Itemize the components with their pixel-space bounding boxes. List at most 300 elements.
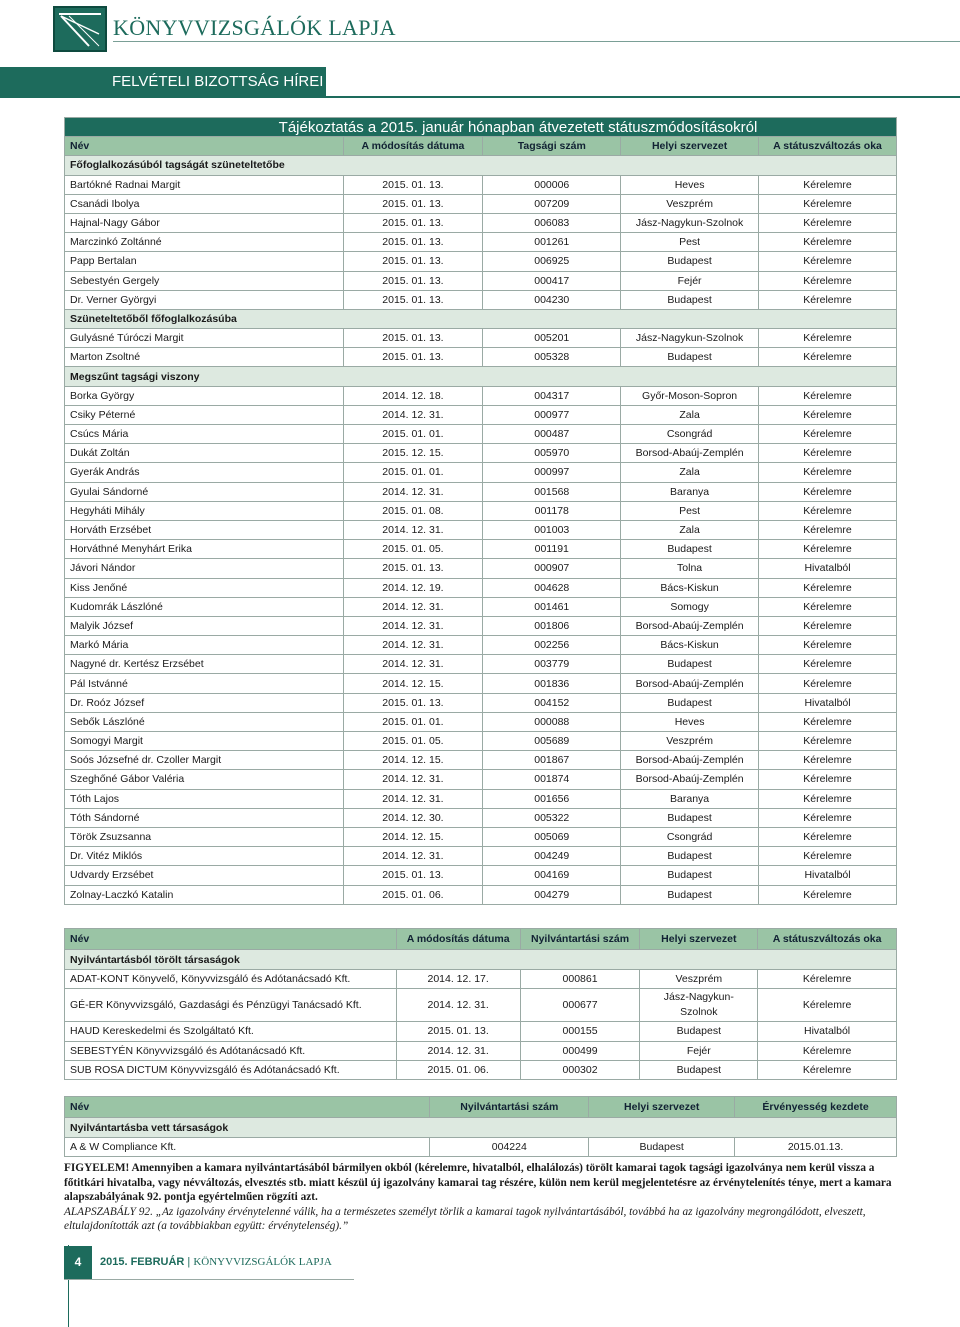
change-reason: Kérelemre [759,885,897,904]
membership-number: 001836 [483,674,621,693]
change-reason: Kérelemre [759,808,897,827]
change-reason: Kérelemre [759,271,897,290]
membership-number: 001806 [483,616,621,635]
change-date: 2015. 01. 13. [343,271,483,290]
change-date: 2014. 12. 17. [396,970,520,989]
change-reason: Kérelemre [759,386,897,405]
column-header: Helyi szervezet [621,137,759,156]
local-organization: Bács-Kiskun [621,636,759,655]
member-name: Soós Józsefné dr. Czoller Margit [65,751,344,770]
change-date: 2015. 01. 13. [343,194,483,213]
change-reason: Kérelemre [759,290,897,309]
local-organization: Borsod-Abaúj-Zemplén [621,616,759,635]
change-reason: Hivatalból [759,559,897,578]
footer-separator: | [187,1256,191,1268]
local-organization: Budapest [621,885,759,904]
membership-number: 001867 [483,751,621,770]
local-organization: Pest [621,233,759,252]
header-row [65,1097,897,1118]
membership-number: 005689 [483,732,621,751]
member-name: Szeghőné Gábor Valéria [65,770,344,789]
change-reason: Kérelemre [759,463,897,482]
group-header-row [65,950,897,970]
local-organization: Borsod-Abaúj-Zemplén [621,444,759,463]
change-date: 2014. 12. 31. [343,789,483,808]
change-date: 2014. 12. 15. [343,827,483,846]
change-date: 2015. 01. 13. [343,213,483,232]
company-name: ADAT-KONT Könyvelő, Könyvvizsgáló és Adótanácsadó Kft. [65,970,397,989]
local-organization: Jász-Nagykun-Szolnok [640,989,758,1022]
group-label: Nyilvántartásba vett társaságok [65,1118,897,1138]
local-organization: Budapest [621,808,759,827]
change-date: 2015. 01. 13. [343,290,483,309]
page-number: 4 [64,1246,92,1279]
company-name: SUB ROSA DICTUM Könyvvizsgáló és Adótanácsadó Kft. [65,1060,397,1079]
member-name: Zolnay-Laczkó Katalin [65,885,344,904]
change-reason: Kérelemre [759,751,897,770]
footer-rule-horizontal [64,1279,354,1280]
change-reason: Kérelemre [758,989,897,1022]
member-name: Csanádi Ibolya [65,194,344,213]
table-row [65,425,897,444]
column-header: Tagsági szám [483,137,621,156]
table-row [65,348,897,367]
change-reason: Hivatalból [759,693,897,712]
column-header: A státuszváltozás oka [758,929,897,950]
table-row [65,866,897,885]
membership-number: 001261 [483,233,621,252]
change-reason: Kérelemre [759,213,897,232]
membership-number: 004317 [483,386,621,405]
member-name: Jávori Nándor [65,559,344,578]
section-banner [0,67,326,98]
change-reason: Kérelemre [759,847,897,866]
member-name: Dr. Vitéz Miklós [65,847,344,866]
local-organization: Baranya [621,789,759,808]
table-title: Tájékoztatás a 2015. január hónapban átvezetett státuszmódosításokról [65,118,897,137]
membership-number: 000487 [483,425,621,444]
warning-label: FIGYELEM! [64,1162,130,1174]
local-organization: Borsod-Abaúj-Zemplén [621,674,759,693]
change-date: 2014. 12. 15. [343,751,483,770]
group-header-row [65,367,897,386]
change-date: 2014. 12. 31. [343,770,483,789]
table-row [65,1060,897,1079]
change-date: 2015. 01. 13. [343,175,483,194]
change-reason: Kérelemre [759,348,897,367]
table-row [65,463,897,482]
registry-number: 004224 [430,1138,589,1157]
table-row [65,329,897,348]
change-reason: Kérelemre [759,616,897,635]
issue-month: 2015. FEBRUÁR [100,1256,185,1268]
local-organization: Zala [621,463,759,482]
local-organization: Baranya [621,482,759,501]
change-date: 2015. 01. 13. [343,693,483,712]
table-row [65,674,897,693]
footer-publication: KÖNYVVIZSGÁLÓK LAPJA [193,1256,332,1268]
change-date: 2015. 01. 13. [343,866,483,885]
table-row [65,482,897,501]
membership-number: 004279 [483,885,621,904]
change-reason: Kérelemre [759,636,897,655]
local-organization: Budapest [621,655,759,674]
registered-companies-table [64,1096,897,1157]
change-date: 2015. 01. 01. [343,712,483,731]
change-date: 2014. 12. 18. [343,386,483,405]
company-name: SEBESTYÉN Könyvvizsgáló és Adótanácsadó Kft. [65,1041,397,1060]
member-name: Gyerák András [65,463,344,482]
local-organization: Csongrád [621,425,759,444]
local-organization: Budapest [640,1060,758,1079]
section-divider [326,96,960,98]
member-name: Nagyné dr. Kertész Erzsébet [65,655,344,674]
change-date: 2014. 12. 31. [396,989,520,1022]
member-name: Horváthné Menyhárt Erika [65,540,344,559]
change-date: 2014. 12. 19. [343,578,483,597]
group-label: Szüneteltetőből főfoglalkozásúba [65,309,897,328]
change-date: 2015. 12. 15. [343,444,483,463]
membership-number: 001656 [483,789,621,808]
member-name: Tóth Lajos [65,789,344,808]
membership-number: 005069 [483,827,621,846]
membership-number: 004230 [483,290,621,309]
change-date: 2015. 01. 13. [343,233,483,252]
change-reason: Kérelemre [759,827,897,846]
change-date: 2014. 12. 31. [343,847,483,866]
table-row [65,175,897,194]
table-row [65,712,897,731]
change-reason: Kérelemre [759,674,897,693]
membership-number: 005970 [483,444,621,463]
membership-number: 001003 [483,520,621,539]
change-date: 2015. 01. 13. [343,348,483,367]
change-date: 2014. 12. 15. [343,674,483,693]
table-row [65,751,897,770]
publication-logo [53,6,107,52]
status-change-table [64,117,897,905]
change-reason: Kérelemre [759,444,897,463]
membership-number: 001568 [483,482,621,501]
member-name: Dr. Roóz József [65,693,344,712]
column-header: Helyi szervezet [640,929,758,950]
column-header: Nyilvántartási szám [430,1097,589,1118]
membership-number: 007209 [483,194,621,213]
change-reason: Kérelemre [759,175,897,194]
membership-number: 003779 [483,655,621,674]
table-row [65,559,897,578]
local-organization: Pest [621,501,759,520]
column-header: Nyilvántartási szám [520,929,640,950]
local-organization: Győr-Moson-Sopron [621,386,759,405]
valid-from: 2015.01.13. [735,1138,897,1157]
table-row [65,597,897,616]
column-header: Érvényesség kezdete [735,1097,897,1118]
table-row [65,636,897,655]
table-row [65,290,897,309]
table-row [65,271,897,290]
member-name: Dr. Verner Györgyi [65,290,344,309]
registry-number: 000677 [520,989,640,1022]
membership-number: 000977 [483,405,621,424]
membership-number: 006083 [483,213,621,232]
membership-number: 000088 [483,712,621,731]
change-reason: Kérelemre [759,578,897,597]
member-name: Udvardy Erzsébet [65,866,344,885]
deleted-companies-table [64,928,897,1080]
membership-number: 005322 [483,808,621,827]
company-name: GÉ-ER Könyvvizsgáló, Gazdasági és Pénzügyi Tanácsadó Kft. [65,989,397,1022]
registry-number: 000155 [520,1022,640,1041]
table-row [65,827,897,846]
table-row [65,989,897,1022]
group-header-row [65,156,897,175]
change-date: 2015. 01. 05. [343,540,483,559]
member-name: Sebestyén Gergely [65,271,344,290]
company-name: A & W Compliance Kft. [65,1138,430,1157]
table-title-row [65,118,897,137]
membership-number: 001178 [483,501,621,520]
change-date: 2015. 01. 01. [343,425,483,444]
local-organization: Budapest [589,1138,735,1157]
change-reason: Kérelemre [759,329,897,348]
column-header: A módosítás dátuma [343,137,483,156]
local-organization: Borsod-Abaúj-Zemplén [621,751,759,770]
change-date: 2014. 12. 31. [396,1041,520,1060]
change-reason: Kérelemre [759,194,897,213]
header-row [65,137,897,156]
member-name: Dukát Zoltán [65,444,344,463]
brand-divider [113,41,960,42]
table-row [65,770,897,789]
table-row [65,252,897,271]
table-row [65,732,897,751]
change-reason: Kérelemre [759,501,897,520]
footer-caption [100,1256,332,1268]
change-date: 2015. 01. 13. [396,1022,520,1041]
change-reason: Kérelemre [759,770,897,789]
member-name: Horváth Erzsébet [65,520,344,539]
group-header-row [65,1118,897,1138]
local-organization: Veszprém [621,194,759,213]
table-row [65,540,897,559]
member-name: Bartókné Radnai Margit [65,175,344,194]
logo-mark-icon [55,8,105,50]
table-row [65,970,897,989]
change-date: 2014. 12. 31. [343,655,483,674]
change-date: 2015. 01. 08. [343,501,483,520]
change-reason: Kérelemre [759,405,897,424]
membership-number: 000006 [483,175,621,194]
table-row [65,808,897,827]
change-reason: Kérelemre [759,482,897,501]
registry-number: 000499 [520,1041,640,1060]
table-row [65,233,897,252]
brand-title: KÖNYVVIZSGÁLÓK LAPJA [113,15,396,40]
member-name: Sebők Lászlóné [65,712,344,731]
local-organization: Budapest [621,290,759,309]
member-name: Kiss Jenőné [65,578,344,597]
local-organization: Bács-Kiskun [621,578,759,597]
membership-number: 004249 [483,847,621,866]
change-date: 2014. 12. 31. [343,482,483,501]
table-row [65,789,897,808]
table-row [65,501,897,520]
membership-number: 004169 [483,866,621,885]
group-label: Megszűnt tagsági viszony [65,367,897,386]
change-reason: Kérelemre [759,233,897,252]
change-reason: Kérelemre [758,1041,897,1060]
membership-number: 005201 [483,329,621,348]
change-date: 2014. 12. 31. [343,636,483,655]
member-name: Gulyásné Túróczi Margit [65,329,344,348]
column-header: A módosítás dátuma [396,929,520,950]
membership-number: 002256 [483,636,621,655]
change-reason: Kérelemre [758,1060,897,1079]
local-organization: Budapest [621,348,759,367]
local-organization: Budapest [621,693,759,712]
membership-number: 000417 [483,271,621,290]
column-header: Név [65,1097,430,1118]
change-reason: Kérelemre [759,712,897,731]
local-organization: Budapest [640,1022,758,1041]
change-reason: Kérelemre [759,425,897,444]
registry-number: 000302 [520,1060,640,1079]
change-date: 2014. 12. 30. [343,808,483,827]
member-name: Marczinkó Zoltánné [65,233,344,252]
change-date: 2015. 01. 05. [343,732,483,751]
table-row [65,578,897,597]
column-header: Név [65,137,344,156]
membership-number: 006925 [483,252,621,271]
local-organization: Fejér [621,271,759,290]
table-row [65,194,897,213]
local-organization: Csongrád [621,827,759,846]
membership-number: 005328 [483,348,621,367]
local-organization: Tolna [621,559,759,578]
header-row [65,929,897,950]
column-header: Helyi szervezet [589,1097,735,1118]
table-row [65,616,897,635]
change-reason: Kérelemre [759,789,897,808]
table-row [65,693,897,712]
change-reason: Kérelemre [759,520,897,539]
change-date: 2015. 01. 06. [396,1060,520,1079]
local-organization: Budapest [621,540,759,559]
local-organization: Veszprém [640,970,758,989]
change-date: 2015. 01. 13. [343,559,483,578]
section-title: FELVÉTELI BIZOTTSÁG HÍREI [112,73,324,90]
change-date: 2014. 12. 31. [343,520,483,539]
local-organization: Heves [621,175,759,194]
local-organization: Zala [621,520,759,539]
member-name: Papp Bertalan [65,252,344,271]
group-label: Főfoglalkozásúból tagságát szüneteltetőbe [65,156,897,175]
table-row [65,405,897,424]
membership-number: 001191 [483,540,621,559]
local-organization: Budapest [621,866,759,885]
member-name: Tóth Sándorné [65,808,344,827]
table-row [65,847,897,866]
change-reason: Kérelemre [759,732,897,751]
change-date: 2015. 01. 06. [343,885,483,904]
member-name: Malyik József [65,616,344,635]
local-organization: Budapest [621,847,759,866]
table-row [65,444,897,463]
change-reason: Kérelemre [759,655,897,674]
member-name: Pál Istvánné [65,674,344,693]
company-name: HAUD Kereskedelmi és Szolgáltató Kft. [65,1022,397,1041]
change-date: 2014. 12. 31. [343,597,483,616]
change-reason: Kérelemre [759,597,897,616]
member-name: Marton Zsoltné [65,348,344,367]
membership-number: 001461 [483,597,621,616]
membership-number: 000997 [483,463,621,482]
member-name: Borka György [65,386,344,405]
change-reason: Hivatalból [759,866,897,885]
table-row [65,386,897,405]
local-organization: Zala [621,405,759,424]
local-organization: Fejér [640,1041,758,1060]
group-header-row [65,309,897,328]
change-reason: Kérelemre [759,540,897,559]
member-name: Markó Mária [65,636,344,655]
membership-number: 004628 [483,578,621,597]
change-date: 2015. 01. 01. [343,463,483,482]
membership-number: 004152 [483,693,621,712]
change-date: 2015. 01. 13. [343,329,483,348]
warning-text: Amennyiben a kamara nyilvántartásából bármilyen okból (kérelemre, hivatalból, elhalálozás) törölt kamarai tagok tagsági igazolványa nem kerül vissza a főtitkári hivatalba, vagy névváltozás, elvesztés stb. miatt készül új igazolvány kamarai tag részére, külön nem kerül megjelentetésre az érvénytelenítés ténye, mert a kamara alapszabályának 92. pontja egyértelműen rögzíti azt. [64,1162,892,1203]
local-organization: Veszprém [621,732,759,751]
member-name: Somogyi Margit [65,732,344,751]
member-name: Gyulai Sándorné [65,482,344,501]
member-name: Hajnal-Nagy Gábor [65,213,344,232]
member-name: Kudomrák Lászlóné [65,597,344,616]
member-name: Hegyháti Mihály [65,501,344,520]
table-row [65,1022,897,1041]
table-row [65,885,897,904]
membership-number: 001874 [483,770,621,789]
table-row [65,1138,897,1157]
local-organization: Budapest [621,252,759,271]
local-organization: Heves [621,712,759,731]
column-header: Név [65,929,397,950]
local-organization: Jász-Nagykun-Szolnok [621,329,759,348]
membership-number: 000907 [483,559,621,578]
change-date: 2014. 12. 31. [343,405,483,424]
change-reason: Kérelemre [759,252,897,271]
change-date: 2014. 12. 31. [343,616,483,635]
table-row [65,213,897,232]
notes-block [64,1161,898,1234]
member-name: Csúcs Mária [65,425,344,444]
table-row [65,520,897,539]
change-date: 2015. 01. 13. [343,252,483,271]
group-label: Nyilvántartásból törölt társaságok [65,950,897,970]
column-header: A státuszváltozás oka [759,137,897,156]
local-organization: Borsod-Abaúj-Zemplén [621,770,759,789]
table-row [65,1041,897,1060]
change-reason: Hivatalból [758,1022,897,1041]
local-organization: Jász-Nagykun-Szolnok [621,213,759,232]
member-name: Csiky Péterné [65,405,344,424]
table-row [65,655,897,674]
bylaw-quote: ALAPSZABÁLY 92. „Az igazolvány érvénytelenné válik, ha a természetes személyt törlik a kamarai tagok nyilvántartásából, továbbá ha az igazolvány megrongálódott, elveszett, eltulajdonították azt (a továbbiakban együtt: érvénytelenség).” [64,1205,866,1232]
warning-paragraph [64,1161,898,1205]
local-organization: Somogy [621,597,759,616]
change-reason: Kérelemre [758,970,897,989]
registry-number: 000861 [520,970,640,989]
